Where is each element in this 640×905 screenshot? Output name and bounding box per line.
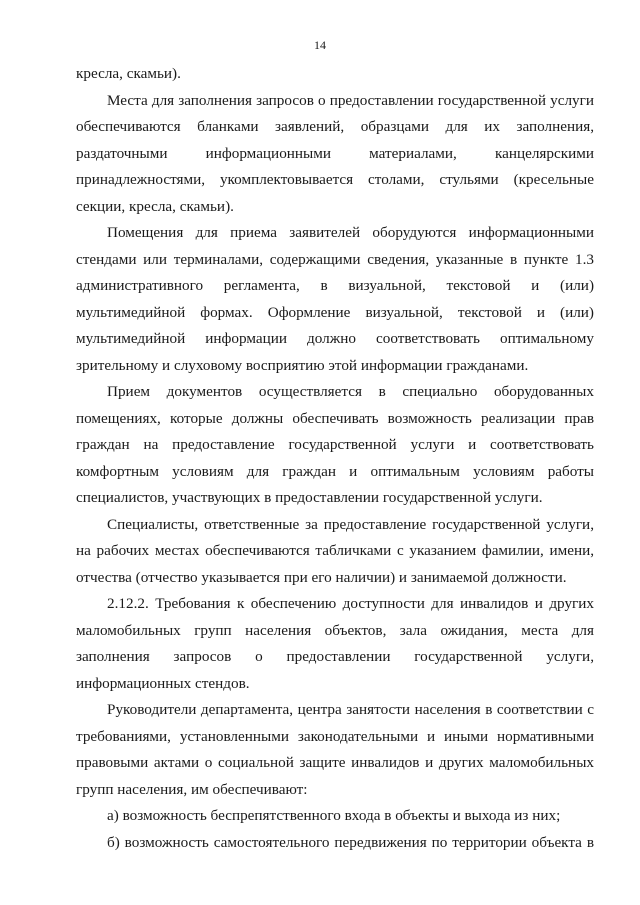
paragraph-continuation: кресла, скамьи).: [76, 65, 181, 82]
paragraph-section-2-12-2: 2.12.2. Требования к обеспечению доступности для инвалидов и других маломобильных групп населения объектов, зала ожидания, места для заполнения запросов о предоставлении государственной услуги, информационных стендов.: [76, 595, 594, 692]
paragraph-info-stands: Помещения для приема заявителей оборудуются информационными стендами или терминалами, содержащими сведения, указанные в пункте 1.3 административного регламента, в визуальной, текстовой и (или) мультимедийной формах. Оформление визуальной, текстовой и (или) мультимедийной информации должно соответствовать оптимальному зрительному и слуховому восприятию этой информации гражданами.: [76, 224, 594, 374]
paragraph-document-reception: Прием документов осуществляется в специально оборудованных помещениях, которые должны обеспечивать возможность реализации прав граждан на предоставление государственной услуги и соответствовать комфортным условиям для граждан и оптимальным условиям работы специалистов, участвующих в предоставлении государственной услуги.: [76, 383, 594, 506]
list-item-a: а) возможность беспрепятственного входа в объекты и выхода из них;: [107, 807, 561, 824]
list-item-b: б) возможность самостоятельного передвижения по территории объекта в: [107, 833, 594, 851]
page-number: 14: [314, 38, 326, 52]
document-body: [76, 61, 594, 856]
paragraph-specialists-plates: Специалисты, ответственные за предоставление государственной услуги, на рабочих местах обеспечиваются табличками с указанием фамилии, имени, отчества (отчество указывается при его наличии) и занимаемой должности.: [76, 515, 594, 586]
paragraph-managers-obligations: Руководители департамента, центра занятости населения в соответствии с требованиями, установленными законодательными и иными нормативными правовыми актами о социальной защите инвалидов и других маломобильных групп населения, им обеспечивают:: [76, 701, 594, 798]
paragraph-forms-places: Места для заполнения запросов о предоставлении государственной услуги обеспечиваются бланками заявлений, образцами для их заполнения, раздаточными информационными материалами, канцелярскими принадлежностями, укомплектовывается столами, стульями (кресельные секции, кресла, скамьи).: [76, 91, 594, 215]
